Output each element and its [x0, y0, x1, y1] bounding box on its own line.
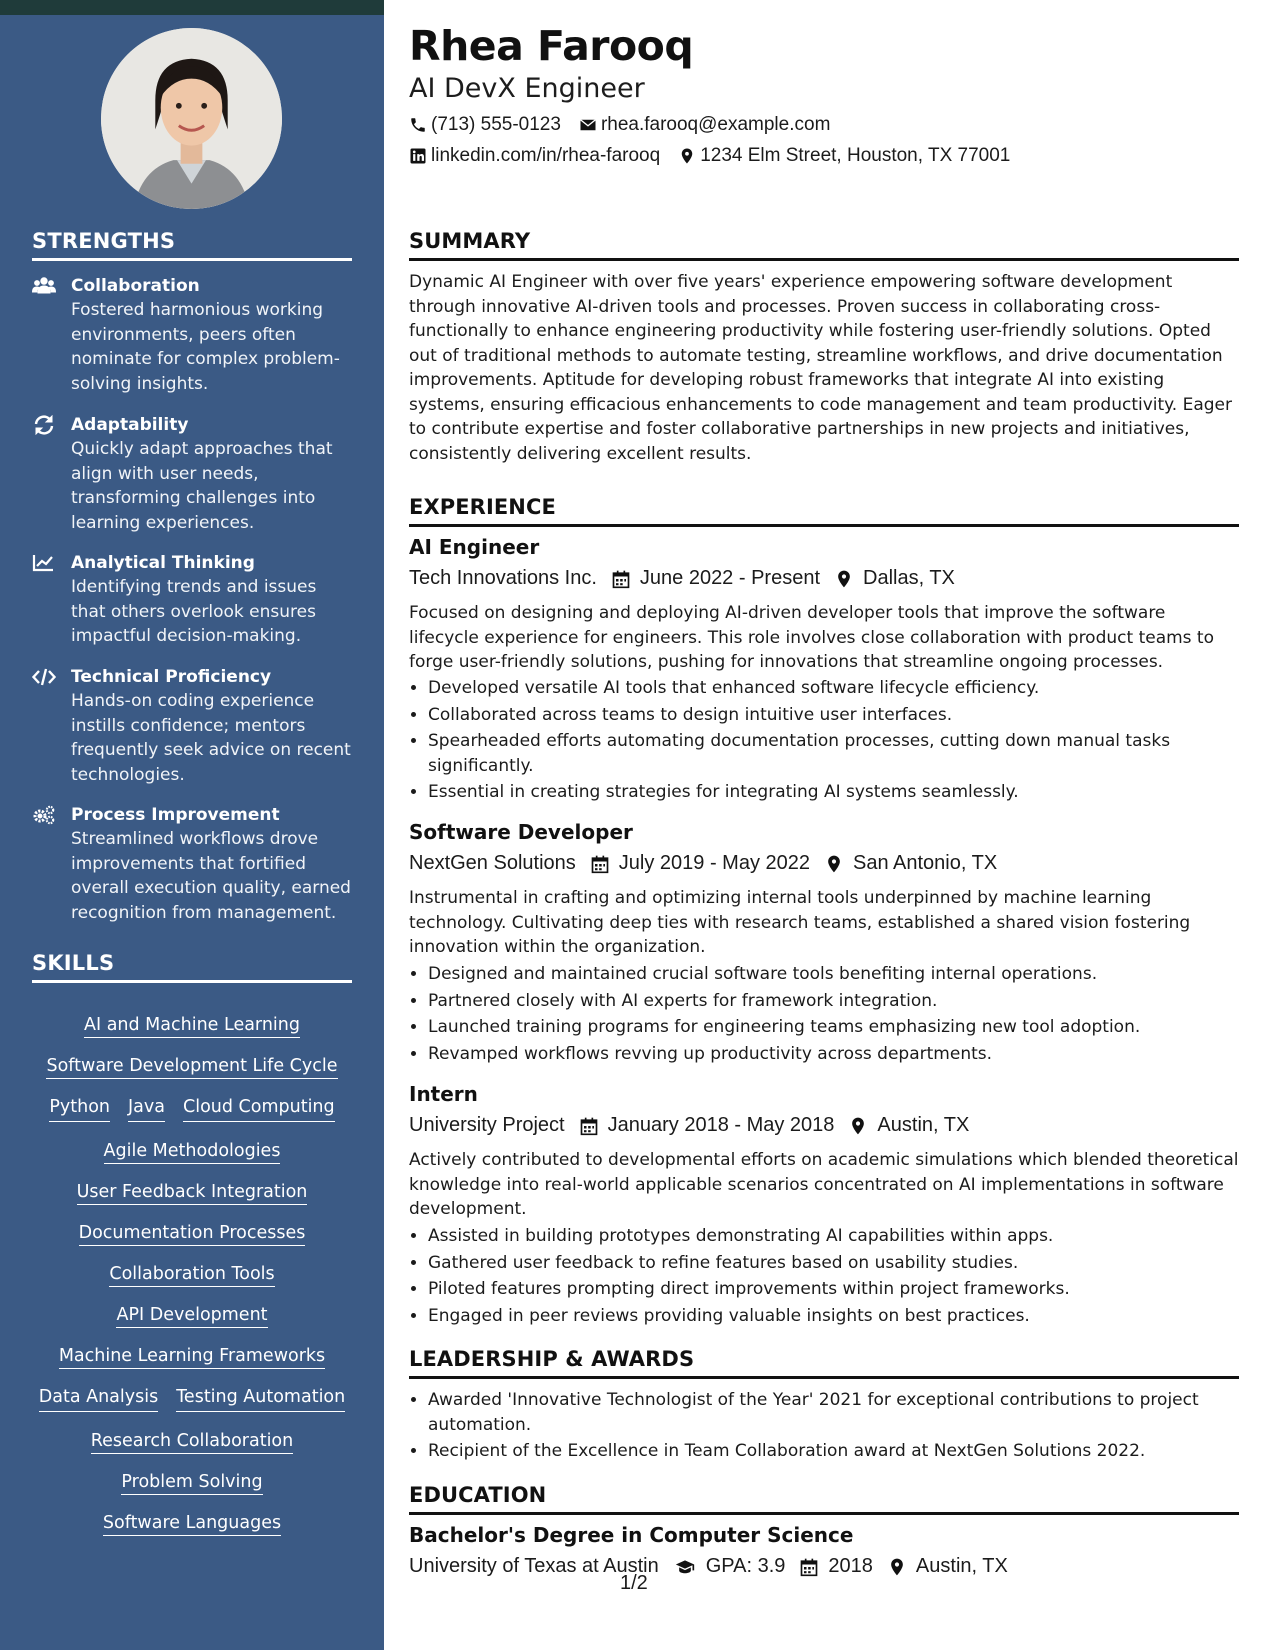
skill-tag: Cloud Computing — [183, 1095, 335, 1122]
contact-linkedin[interactable] — [409, 145, 660, 167]
chart-line-icon — [32, 553, 58, 573]
awards-list — [409, 1388, 1258, 1466]
job-bullets — [409, 962, 1258, 1068]
strength-process-improvement — [32, 803, 354, 925]
strength-title: Adaptability — [71, 415, 189, 435]
sync-icon — [32, 415, 58, 435]
linkedin-icon — [409, 147, 427, 165]
list-item: • Developed versatile AI tools that enhanced software lifecycle efficiency. — [428, 676, 1258, 701]
skill-tag: Software Development Life Cycle — [46, 1056, 337, 1079]
calendar-icon — [799, 1557, 819, 1577]
list-item: • Assisted in building prototypes demonstrating AI capabilities within apps. — [428, 1224, 1258, 1249]
map-marker-icon — [887, 1557, 907, 1577]
skill-tag: Data Analysis — [39, 1385, 158, 1412]
sidebar — [0, 0, 384, 1650]
contact-email[interactable] — [579, 114, 830, 136]
candidate-title: AI DevX Engineer — [409, 73, 645, 104]
skill-row — [30, 1344, 354, 1368]
cogs-icon — [32, 805, 58, 825]
education-year — [799, 1555, 873, 1578]
strength-desc: Fostered harmonious working environments, peers often nominate for complex problem-solving insights. — [71, 300, 340, 394]
phone-text: (713) 555-0123 — [431, 114, 561, 135]
strength-desc: Identifying trends and issues that others overlook ensures impactful decision-making. — [71, 577, 317, 646]
profile-photo — [101, 28, 282, 209]
summary-heading: SUMMARY — [409, 229, 1239, 261]
strength-title: Analytical Thinking — [71, 553, 255, 573]
skill-tag: Java — [128, 1095, 165, 1122]
map-marker-icon — [678, 147, 696, 165]
calendar-icon — [590, 854, 610, 874]
job-dates-text: January 2018 - May 2018 — [607, 1114, 835, 1136]
job-location — [834, 567, 955, 590]
job-bullets — [409, 1224, 1258, 1330]
job-dates-text: June 2022 - Present — [639, 567, 821, 589]
skill-tag: Agile Methodologies — [104, 1141, 281, 1164]
phone-icon — [409, 116, 427, 134]
strength-title: Technical Proficiency — [71, 667, 272, 687]
list-item: • Launched training programs for engineering teams emphasizing new tool adoption. — [428, 1015, 1258, 1040]
job-location — [848, 1114, 969, 1137]
list-item: • Designed and maintained crucial software tools benefiting internal operations. — [428, 962, 1258, 987]
experience-heading: EXPERIENCE — [409, 495, 1239, 527]
education-degree: Bachelor's Degree in Computer Science — [409, 1523, 854, 1547]
map-marker-icon — [834, 569, 854, 589]
job-location-text: San Antonio, TX — [853, 852, 998, 874]
list-item: • Awarded 'Innovative Technologist of the Year' 2021 for exceptional contributions to project automation. — [428, 1388, 1258, 1437]
strength-analytical-thinking — [32, 551, 354, 649]
list-item: • Revamped workflows revving up productivity across departments. — [428, 1042, 1258, 1067]
education-gpa-text: GPA: 3.9 — [705, 1555, 786, 1577]
education-heading: EDUCATION — [409, 1483, 1239, 1515]
job-location-text: Dallas, TX — [863, 567, 955, 589]
skill-tag: AI and Machine Learning — [84, 1015, 300, 1038]
page-indicator: 1/2 — [620, 1572, 648, 1594]
skill-tag: Software Languages — [103, 1513, 281, 1536]
education-school: University of Texas at Austin — [409, 1555, 659, 1577]
skill-tag: User Feedback Integration — [77, 1182, 308, 1205]
job-company: Tech Innovations Inc. — [409, 567, 597, 589]
list-item: • Recipient of the Excellence in Team Collaboration award at NextGen Solutions 2022. — [428, 1439, 1258, 1464]
contact-address — [678, 145, 1010, 167]
job-company: NextGen Solutions — [409, 852, 576, 874]
summary-text: Dynamic AI Engineer with over five years' experience empowering software development through innovative AI-driven tools and processes. Proven success in collaborating cross-functionally to enhance engineering productivity while fostering user-friendly solutions. Opted out of traditional methods to automate testing, streamline workflows, and drive documentation improvements. Aptitude for developing robust frameworks that integrate AI into existing systems, ensuring efficacious enhancements to code management and team productivity. Eager to contribute expertise and foster collaborative partnerships in new projects and initiatives, consistently delivering excellent results. — [409, 272, 1233, 464]
strength-title: Process Improvement — [71, 805, 280, 825]
skill-tag: Research Collaboration — [91, 1431, 293, 1454]
linkedin-text[interactable]: linkedin.com/in/rhea-farooq — [431, 145, 661, 166]
skill-row — [30, 1511, 354, 1535]
skill-tag: API Development — [116, 1305, 267, 1328]
job-meta — [409, 852, 1011, 875]
graduation-cap-icon — [673, 1557, 697, 1577]
job-description: Actively contributed to developmental efforts on academic simulations which blended theoretical knowledge into real-world applicable scenarios concentrated on AI implementations in software development. — [409, 1150, 1239, 1219]
list-item: • Spearheaded efforts automating documentation processes, cutting down manual tasks significantly. — [428, 729, 1258, 778]
calendar-icon — [611, 569, 631, 589]
strength-collaboration — [32, 274, 354, 396]
skill-row — [30, 1262, 354, 1286]
avatar — [101, 28, 282, 209]
skill-tag: Problem Solving — [121, 1472, 262, 1495]
skill-tag: Machine Learning Frameworks — [59, 1346, 325, 1369]
education-location — [887, 1555, 1008, 1578]
job-meta — [409, 1114, 983, 1137]
skill-tag: Testing Automation — [176, 1385, 345, 1412]
job-location — [824, 852, 997, 875]
job-description: Instrumental in crafting and optimizing internal tools underpinned by machine learning technology. Cultivating deep ties with research teams, established a shared vision fostering innovation within the organization. — [409, 888, 1191, 957]
education-gpa — [673, 1555, 786, 1578]
list-item: • Partnered closely with AI experts for framework integration. — [428, 989, 1258, 1014]
skill-row — [30, 1054, 354, 1078]
list-item: • Gathered user feedback to refine features based on usability studies. — [428, 1251, 1258, 1276]
strength-desc: Quickly adapt approaches that align with user needs, transforming challenges into learning experiences. — [71, 439, 333, 533]
awards-heading: LEADERSHIP & AWARDS — [409, 1347, 1239, 1379]
contact-row-1 — [409, 114, 848, 136]
job-description: Focused on designing and deploying AI-driven developer tools that improve the software lifecycle experience for engineers. This role involves close collaboration with product teams to forge user-friendly solutions, pushing for innovations that streamline ongoing processes. — [409, 603, 1214, 672]
skill-row — [30, 1013, 354, 1037]
job-meta — [409, 567, 969, 590]
envelope-icon — [579, 116, 597, 134]
skills-heading: SKILLS — [32, 951, 352, 983]
skill-row — [30, 1139, 354, 1163]
skill-tag: Collaboration Tools — [109, 1264, 274, 1287]
email-text[interactable]: rhea.farooq@example.com — [600, 114, 831, 135]
education-meta — [409, 1555, 1022, 1578]
users-icon — [32, 276, 58, 296]
skill-row — [30, 1470, 354, 1494]
list-item: • Engaged in peer reviews providing valuable insights on best practices. — [428, 1304, 1258, 1329]
skill-row — [30, 1303, 354, 1327]
calendar-icon — [579, 1116, 599, 1136]
strengths-heading: STRENGTHS — [32, 229, 352, 261]
job-dates — [611, 567, 820, 590]
job-company: University Project — [409, 1114, 565, 1136]
strength-desc: Hands-on coding experience instills confidence; mentors frequently seek advice on recent technologies. — [71, 691, 351, 785]
job-dates — [590, 852, 810, 875]
strength-adaptability — [32, 413, 354, 535]
job-bullets — [409, 676, 1258, 807]
candidate-name: Rhea Farooq — [409, 22, 694, 70]
job-role: Intern — [409, 1082, 478, 1106]
job-dates — [579, 1114, 835, 1137]
education-location-text: Austin, TX — [915, 1555, 1008, 1577]
map-marker-icon — [848, 1116, 868, 1136]
contact-phone — [409, 114, 561, 136]
skill-tag: Python — [49, 1095, 110, 1122]
list-item: • Collaborated across teams to design intuitive user interfaces. — [428, 703, 1258, 728]
education-year-text: 2018 — [828, 1555, 873, 1577]
job-role: AI Engineer — [409, 535, 540, 559]
strength-desc: Streamlined workflows drove improvements that fortified overall execution quality, earned recognition from management. — [71, 829, 351, 923]
list-item: • Piloted features prompting direct improvements within project frameworks. — [428, 1277, 1258, 1302]
strength-technical-proficiency — [32, 665, 354, 787]
address-text: 1234 Elm Street, Houston, TX 77001 — [700, 145, 1011, 166]
code-icon — [32, 667, 58, 687]
job-role: Software Developer — [409, 820, 633, 844]
skill-tag: Documentation Processes — [79, 1223, 306, 1246]
skill-row — [30, 1221, 354, 1245]
skills-list — [30, 1013, 354, 1535]
job-location-text: Austin, TX — [877, 1114, 970, 1136]
skill-row — [30, 1180, 354, 1204]
strength-title: Collaboration — [71, 276, 200, 296]
skill-row — [30, 1429, 354, 1453]
list-item: • Essential in creating strategies for integrating AI systems seamlessly. — [428, 780, 1258, 805]
job-dates-text: July 2019 - May 2022 — [618, 852, 810, 874]
contact-row-2 — [409, 145, 1028, 167]
sidebar-top-bar — [0, 0, 384, 15]
map-marker-icon — [824, 854, 844, 874]
